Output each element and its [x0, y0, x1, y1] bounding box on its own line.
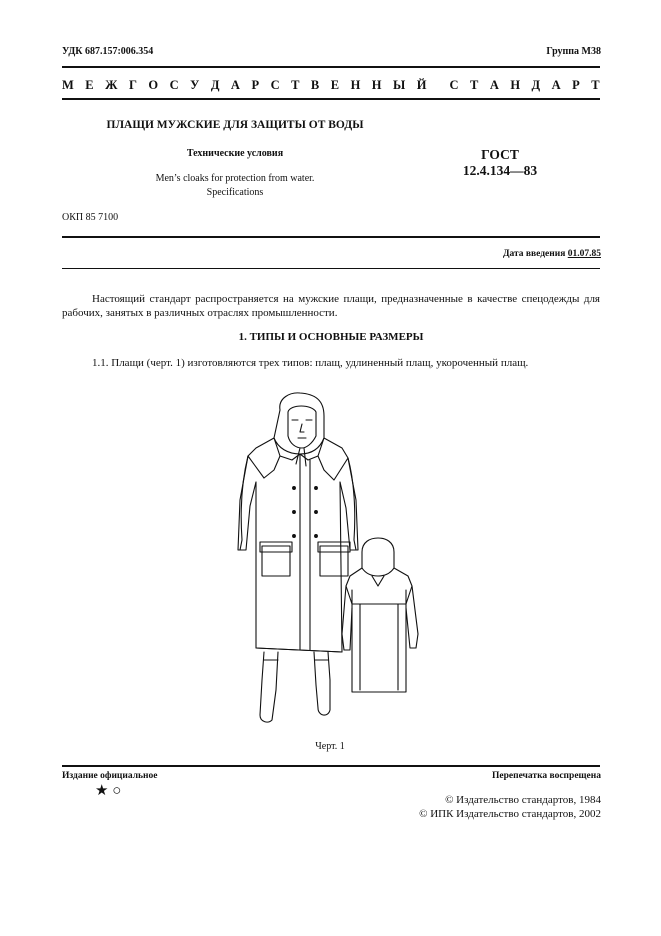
front-cloak-figure	[238, 393, 358, 722]
heading-letter: С	[270, 78, 280, 92]
heading-letter: Н	[371, 78, 382, 92]
heading-letter: Д	[210, 78, 220, 92]
heading-letter: Д	[531, 78, 541, 92]
heading-letter: Й	[416, 78, 427, 92]
heading-letter: Т	[291, 78, 300, 92]
heading-letter: О	[148, 78, 159, 92]
intro-text: Настоящий стандарт распространяется на мужские плащи, предназначенные в качестве спецодежды для рабочих, занятых в различных отраслях промышленности.	[62, 293, 600, 319]
gost-label: ГОСТ	[481, 147, 519, 162]
intro-paragraph	[62, 292, 600, 320]
cloak-drawing	[220, 390, 440, 735]
heading-letter: Е	[330, 78, 340, 92]
heading-letter: Р	[251, 78, 260, 92]
copyright-line-1: © Издательство стандартов, 1984	[445, 794, 601, 806]
section-title: 1. ТИПЫ И ОСНОВНЫЕ РАЗМЕРЫ	[238, 331, 424, 343]
item-1-1	[62, 357, 600, 369]
heading-letter: А	[489, 78, 499, 92]
item-1-1-text: 1.1. Плащи (черт. 1) изготовляются трех типов: плащ, удлиненный плащ, укороченный плащ.	[92, 357, 529, 369]
official-edition: Издание официальное	[62, 771, 158, 781]
introduction-date	[503, 249, 601, 259]
date-value: 01.07.85	[567, 249, 601, 259]
heading-letter: Р	[572, 78, 580, 92]
group-code: Группа М38	[546, 46, 601, 57]
heading-letter: А	[230, 78, 240, 92]
interstate-standard-heading	[62, 78, 600, 93]
standard-subtitle: Технические условия	[186, 148, 284, 159]
date-rule	[62, 268, 600, 269]
gost-designation	[440, 147, 560, 179]
heading-letter: М	[62, 78, 74, 92]
heading-letter: Ж	[105, 78, 118, 92]
back-cloak-figure	[342, 538, 418, 692]
heading-letter: У	[190, 78, 200, 92]
reprint-prohibited: Перепечатка воспрещена	[491, 771, 601, 781]
heading-letter: Е	[85, 78, 94, 92]
heading-letter: Н	[510, 78, 521, 92]
heading-letter: С	[169, 78, 179, 92]
title-en-line-2: Specifications	[206, 187, 264, 198]
title-en-line-1: Men’s cloaks for protection from water.	[155, 173, 315, 184]
figure-caption: Черт. 1	[315, 741, 345, 752]
copyright-line-2: © ИПК Издательство стандартов, 2002	[419, 808, 601, 820]
heading-letter: А	[551, 78, 561, 92]
date-label: Дата введения	[502, 249, 568, 259]
udk-code: УДК 687.157:006.354	[62, 46, 154, 57]
okp-code: ОКП 85 7100	[62, 212, 119, 223]
heading-rule	[62, 98, 600, 100]
gost-number: 12.4.134—83	[462, 163, 538, 178]
standard-title-english	[60, 172, 410, 200]
heading-letter: Г	[128, 78, 137, 92]
heading-letter: Н	[350, 78, 361, 92]
heading-letter: Т	[469, 78, 479, 92]
footer-rule	[62, 765, 600, 767]
heading-letter: Т	[591, 78, 600, 92]
okp-rule	[62, 236, 600, 238]
heading-letter: В	[310, 78, 320, 92]
standard-title: ПЛАЩИ МУЖСКИЕ ДЛЯ ЗАЩИТЫ ОТ ВОДЫ	[106, 119, 364, 131]
edition-marks: ★ ○	[95, 783, 122, 799]
top-rule	[62, 66, 600, 68]
heading-letter: Ы	[393, 78, 406, 92]
heading-letter: С	[449, 78, 459, 92]
